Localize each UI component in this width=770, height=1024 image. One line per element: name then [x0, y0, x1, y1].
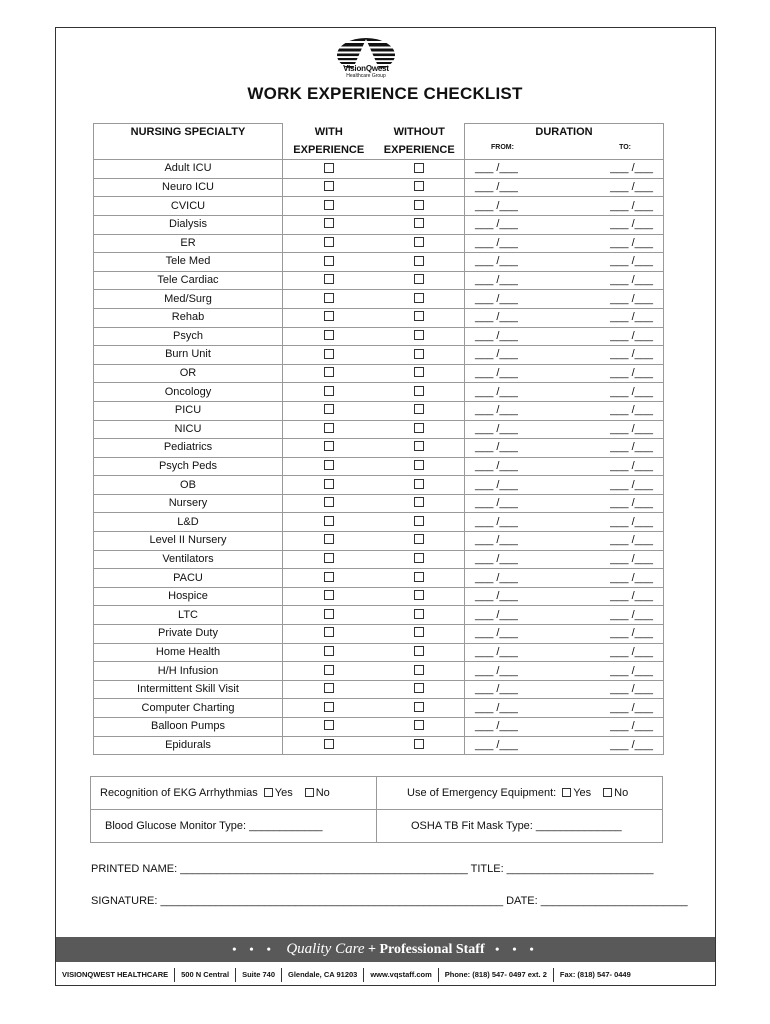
without-experience-checkbox[interactable] — [414, 293, 424, 303]
from-date-field[interactable]: ___ /___ — [475, 645, 518, 658]
from-date-field[interactable]: ___ /___ — [475, 255, 518, 268]
from-date-field[interactable]: ___ /___ — [475, 385, 518, 398]
with-experience-checkbox[interactable] — [324, 181, 334, 191]
from-date-field[interactable]: ___ /___ — [475, 627, 518, 640]
without-experience-checkbox[interactable] — [414, 256, 424, 266]
table-row — [94, 569, 664, 588]
specialty-label: Med/Surg — [94, 290, 283, 309]
with-experience-checkbox[interactable] — [324, 720, 334, 730]
without-experience-checkbox[interactable] — [414, 460, 424, 470]
signature-date-line[interactable]: SIGNATURE: ________________________________________________________ DATE: ________________________ — [91, 895, 688, 907]
to-date-field[interactable]: ___ /___ — [610, 422, 653, 435]
without-experience-checkbox[interactable] — [414, 163, 424, 173]
from-date-field[interactable]: ___ /___ — [475, 664, 518, 677]
without-experience-checkbox[interactable] — [414, 702, 424, 712]
from-date-field[interactable]: ___ /___ — [475, 571, 518, 584]
without-experience-checkbox[interactable] — [414, 553, 424, 563]
without-experience-checkbox[interactable] — [414, 590, 424, 600]
ekg-field: Recognition of EKG Arrhythmias Yes No — [91, 777, 377, 810]
footer-phone: Phone: (818) 547- 0497 ext. 2 — [439, 968, 554, 982]
specialty-label: Oncology — [94, 383, 283, 402]
from-date-field[interactable]: ___ /___ — [475, 218, 518, 231]
with-experience-checkbox[interactable] — [324, 553, 334, 563]
to-date-field[interactable]: ___ /___ — [610, 571, 653, 584]
with-experience-checkbox[interactable] — [324, 404, 334, 414]
from-date-field[interactable]: ___ /___ — [475, 552, 518, 565]
without-experience-checkbox[interactable] — [414, 404, 424, 414]
with-experience-checkbox[interactable] — [324, 330, 334, 340]
with-experience-checkbox[interactable] — [324, 367, 334, 377]
table-row — [94, 532, 664, 551]
from-date-field[interactable]: ___ /___ — [475, 422, 518, 435]
ekg-yes-checkbox[interactable] — [264, 788, 273, 797]
table-row — [94, 625, 664, 644]
specialty-label: Intermittent Skill Visit — [94, 680, 283, 699]
table-row — [94, 439, 664, 458]
without-experience-checkbox[interactable] — [414, 609, 424, 619]
without-experience-checkbox[interactable] — [414, 311, 424, 321]
specialty-label: LTC — [94, 606, 283, 625]
table-row — [94, 420, 664, 439]
specialty-label: H/H Infusion — [94, 662, 283, 681]
header-from: FROM: — [491, 143, 514, 151]
table-row — [94, 662, 664, 681]
specialty-label: L&D — [94, 513, 283, 532]
without-experience-checkbox[interactable] — [414, 683, 424, 693]
quality-banner: • • • Quality Care + Professional Staff • • • — [56, 937, 715, 962]
to-date-field[interactable]: ___ /___ — [610, 274, 653, 287]
table-row — [94, 346, 664, 365]
from-date-field[interactable]: ___ /___ — [475, 292, 518, 305]
without-experience-checkbox[interactable] — [414, 534, 424, 544]
table-row — [94, 234, 664, 253]
with-experience-checkbox[interactable] — [324, 702, 334, 712]
to-date-field[interactable]: ___ /___ — [610, 162, 653, 175]
from-date-field[interactable]: ___ /___ — [475, 534, 518, 547]
with-experience-checkbox[interactable] — [324, 293, 334, 303]
table-row — [94, 364, 664, 383]
table-row — [94, 160, 664, 179]
specialty-label: Level II Nursery — [94, 532, 283, 551]
specialty-label: PACU — [94, 569, 283, 588]
table-row — [94, 308, 664, 327]
with-experience-checkbox[interactable] — [324, 349, 334, 359]
table-row — [94, 383, 664, 402]
from-date-field[interactable]: ___ /___ — [475, 478, 518, 491]
logo-subtitle: Healthcare Group — [346, 73, 386, 79]
with-experience-checkbox[interactable] — [324, 218, 334, 228]
to-date-field[interactable]: ___ /___ — [610, 181, 653, 194]
from-date-field[interactable]: ___ /___ — [475, 590, 518, 603]
specialty-label: NICU — [94, 420, 283, 439]
specialty-label: PICU — [94, 401, 283, 420]
without-experience-checkbox[interactable] — [414, 386, 424, 396]
with-experience-checkbox[interactable] — [324, 497, 334, 507]
table-row — [94, 494, 664, 513]
from-date-field[interactable]: ___ /___ — [475, 348, 518, 361]
footer-city: Glendale, CA 91203 — [282, 968, 364, 982]
without-experience-checkbox[interactable] — [414, 665, 424, 675]
to-date-field[interactable]: ___ /___ — [610, 292, 653, 305]
from-date-field[interactable]: ___ /___ — [475, 404, 518, 417]
without-experience-checkbox[interactable] — [414, 349, 424, 359]
specialty-label: Psych Peds — [94, 457, 283, 476]
with-experience-checkbox[interactable] — [324, 441, 334, 451]
header-to: TO: — [619, 143, 631, 151]
from-date-field[interactable]: ___ /___ — [475, 720, 518, 733]
specialty-label: CVICU — [94, 197, 283, 216]
with-experience-checkbox[interactable] — [324, 665, 334, 675]
without-experience-checkbox[interactable] — [414, 330, 424, 340]
table-header-row-1 — [94, 124, 664, 142]
from-date-field[interactable]: ___ /___ — [475, 236, 518, 249]
to-date-field[interactable]: ___ /___ — [610, 701, 653, 714]
table-row — [94, 197, 664, 216]
with-experience-checkbox[interactable] — [324, 386, 334, 396]
from-date-field[interactable]: ___ /___ — [475, 199, 518, 212]
header-specialty: NURSING SPECIALTY — [94, 124, 283, 142]
without-experience-checkbox[interactable] — [414, 479, 424, 489]
printed-name-title-line[interactable]: PRINTED NAME: _______________________________________________ TITLE: ________________________ — [91, 863, 654, 875]
header-with-2: EXPERIENCE — [283, 142, 375, 160]
specialty-label: Adult ICU — [94, 160, 283, 179]
with-experience-checkbox[interactable] — [324, 739, 334, 749]
to-date-field[interactable]: ___ /___ — [610, 329, 653, 342]
header-duration: DURATION — [465, 124, 664, 142]
with-experience-checkbox[interactable] — [324, 572, 334, 582]
table-row — [94, 290, 664, 309]
from-date-field[interactable]: ___ /___ — [475, 181, 518, 194]
specialty-label: Tele Cardiac — [94, 271, 283, 290]
to-date-field[interactable]: ___ /___ — [610, 199, 653, 212]
table-row — [94, 327, 664, 346]
from-date-field[interactable]: ___ /___ — [475, 367, 518, 380]
from-date-field[interactable]: ___ /___ — [475, 701, 518, 714]
footer-company: VISIONQWEST HEALTHCARE — [56, 968, 175, 982]
header-without-1: WITHOUT — [375, 124, 465, 142]
footer-fax: Fax: (818) 547- 0449 — [559, 969, 631, 979]
from-date-field[interactable]: ___ /___ — [475, 459, 518, 472]
specialty-label: OR — [94, 364, 283, 383]
table-row — [94, 401, 664, 420]
from-date-field[interactable]: ___ /___ — [475, 497, 518, 510]
to-date-field[interactable]: ___ /___ — [610, 311, 653, 324]
with-experience-checkbox[interactable] — [324, 590, 334, 600]
without-experience-checkbox[interactable] — [414, 274, 424, 284]
with-experience-checkbox[interactable] — [324, 683, 334, 693]
header-without-2: EXPERIENCE — [375, 142, 465, 160]
emergency-field: Use of Emergency Equipment: Yes No — [377, 777, 663, 810]
with-experience-checkbox[interactable] — [324, 423, 334, 433]
with-experience-checkbox[interactable] — [324, 479, 334, 489]
to-date-field[interactable]: ___ /___ — [610, 590, 653, 603]
specialty-label: Burn Unit — [94, 346, 283, 365]
to-date-field[interactable]: ___ /___ — [610, 720, 653, 733]
to-date-field[interactable]: ___ /___ — [610, 478, 653, 491]
specialty-label: Psych — [94, 327, 283, 346]
without-experience-checkbox[interactable] — [414, 572, 424, 582]
footer-suite: Suite 740 — [236, 968, 282, 982]
to-date-field[interactable]: ___ /___ — [610, 441, 653, 454]
from-date-field[interactable]: ___ /___ — [475, 683, 518, 696]
with-experience-checkbox[interactable] — [324, 274, 334, 284]
table-row — [94, 643, 664, 662]
to-date-field[interactable]: ___ /___ — [610, 459, 653, 472]
table-header-row-2 — [94, 142, 664, 160]
specialty-label: Epidurals — [94, 736, 283, 755]
to-date-field[interactable]: ___ /___ — [610, 515, 653, 528]
table-row — [94, 606, 664, 625]
specialty-label: Home Health — [94, 643, 283, 662]
footer-website[interactable]: www.vqstaff.com — [364, 968, 438, 982]
without-experience-checkbox[interactable] — [414, 218, 424, 228]
to-date-field[interactable]: ___ /___ — [610, 255, 653, 268]
to-date-field[interactable]: ___ /___ — [610, 497, 653, 510]
without-experience-checkbox[interactable] — [414, 181, 424, 191]
specialty-label: Ventilators — [94, 550, 283, 569]
table-row — [94, 550, 664, 569]
to-date-field[interactable]: ___ /___ — [610, 236, 653, 249]
to-date-field[interactable]: ___ /___ — [610, 645, 653, 658]
table-row — [94, 680, 664, 699]
without-experience-checkbox[interactable] — [414, 739, 424, 749]
to-date-field[interactable]: ___ /___ — [610, 664, 653, 677]
footer-contact — [56, 966, 715, 983]
table-row — [94, 271, 664, 290]
with-experience-checkbox[interactable] — [324, 627, 334, 637]
footer-address: 500 N Central — [175, 968, 236, 982]
to-date-field[interactable]: ___ /___ — [610, 627, 653, 640]
with-experience-checkbox[interactable] — [324, 311, 334, 321]
without-experience-checkbox[interactable] — [414, 423, 424, 433]
specialty-label: Nursery — [94, 494, 283, 513]
with-experience-checkbox[interactable] — [324, 256, 334, 266]
without-experience-checkbox[interactable] — [414, 441, 424, 451]
to-date-field[interactable]: ___ /___ — [610, 218, 653, 231]
specialty-label: Private Duty — [94, 625, 283, 644]
experience-table — [93, 123, 664, 755]
table-row — [94, 718, 664, 737]
to-date-field[interactable]: ___ /___ — [610, 534, 653, 547]
without-experience-checkbox[interactable] — [414, 627, 424, 637]
header-with-1: WITH — [283, 124, 375, 142]
from-date-field[interactable]: ___ /___ — [475, 441, 518, 454]
to-date-field[interactable]: ___ /___ — [610, 385, 653, 398]
glucose-field[interactable]: Blood Glucose Monitor Type: ____________ — [91, 810, 377, 843]
specialty-label: ER — [94, 234, 283, 253]
specialty-label: Computer Charting — [94, 699, 283, 718]
emergency-no-checkbox[interactable] — [603, 788, 612, 797]
ekg-no-checkbox[interactable] — [305, 788, 314, 797]
without-experience-checkbox[interactable] — [414, 200, 424, 210]
osha-field[interactable]: OSHA TB Fit Mask Type: ______________ — [377, 810, 663, 843]
without-experience-checkbox[interactable] — [414, 367, 424, 377]
specialty-label: Dialysis — [94, 215, 283, 234]
from-date-field[interactable]: ___ /___ — [475, 515, 518, 528]
logo-name: VisionQwest — [343, 64, 389, 73]
with-experience-checkbox[interactable] — [324, 609, 334, 619]
without-experience-checkbox[interactable] — [414, 516, 424, 526]
table-row — [94, 253, 664, 272]
from-date-field[interactable]: ___ /___ — [475, 311, 518, 324]
table-row — [94, 587, 664, 606]
with-experience-checkbox[interactable] — [324, 237, 334, 247]
table-row — [94, 699, 664, 718]
to-date-field[interactable]: ___ /___ — [610, 348, 653, 361]
without-experience-checkbox[interactable] — [414, 497, 424, 507]
with-experience-checkbox[interactable] — [324, 516, 334, 526]
specialty-label: Tele Med — [94, 253, 283, 272]
to-date-field[interactable]: ___ /___ — [610, 683, 653, 696]
emergency-yes-checkbox[interactable] — [562, 788, 571, 797]
specialty-label: Hospice — [94, 587, 283, 606]
with-experience-checkbox[interactable] — [324, 534, 334, 544]
page-title: WORK EXPERIENCE CHECKLIST — [247, 84, 523, 103]
with-experience-checkbox[interactable] — [324, 200, 334, 210]
to-date-field[interactable]: ___ /___ — [610, 738, 653, 751]
specialty-label: Balloon Pumps — [94, 718, 283, 737]
to-date-field[interactable]: ___ /___ — [610, 608, 653, 621]
skills-box — [90, 776, 663, 843]
without-experience-checkbox[interactable] — [414, 646, 424, 656]
with-experience-checkbox[interactable] — [324, 163, 334, 173]
specialty-label: Pediatrics — [94, 439, 283, 458]
from-date-field[interactable]: ___ /___ — [475, 329, 518, 342]
from-date-field[interactable]: ___ /___ — [475, 162, 518, 175]
table-row — [94, 215, 664, 234]
banner-professional: + Professional Staff — [368, 942, 485, 957]
with-experience-checkbox[interactable] — [324, 460, 334, 470]
without-experience-checkbox[interactable] — [414, 237, 424, 247]
to-date-field[interactable]: ___ /___ — [610, 367, 653, 380]
table-row — [94, 457, 664, 476]
without-experience-checkbox[interactable] — [414, 720, 424, 730]
with-experience-checkbox[interactable] — [324, 646, 334, 656]
table-row — [94, 178, 664, 197]
to-date-field[interactable]: ___ /___ — [610, 552, 653, 565]
table-row — [94, 513, 664, 532]
banner-quality: Quality Care — [286, 941, 365, 957]
specialty-label: OB — [94, 476, 283, 495]
table-row — [94, 736, 664, 755]
to-date-field[interactable]: ___ /___ — [610, 404, 653, 417]
table-row — [94, 476, 664, 495]
from-date-field[interactable]: ___ /___ — [475, 274, 518, 287]
from-date-field[interactable]: ___ /___ — [475, 738, 518, 751]
from-date-field[interactable]: ___ /___ — [475, 608, 518, 621]
specialty-label: Rehab — [94, 308, 283, 327]
specialty-label: Neuro ICU — [94, 178, 283, 197]
